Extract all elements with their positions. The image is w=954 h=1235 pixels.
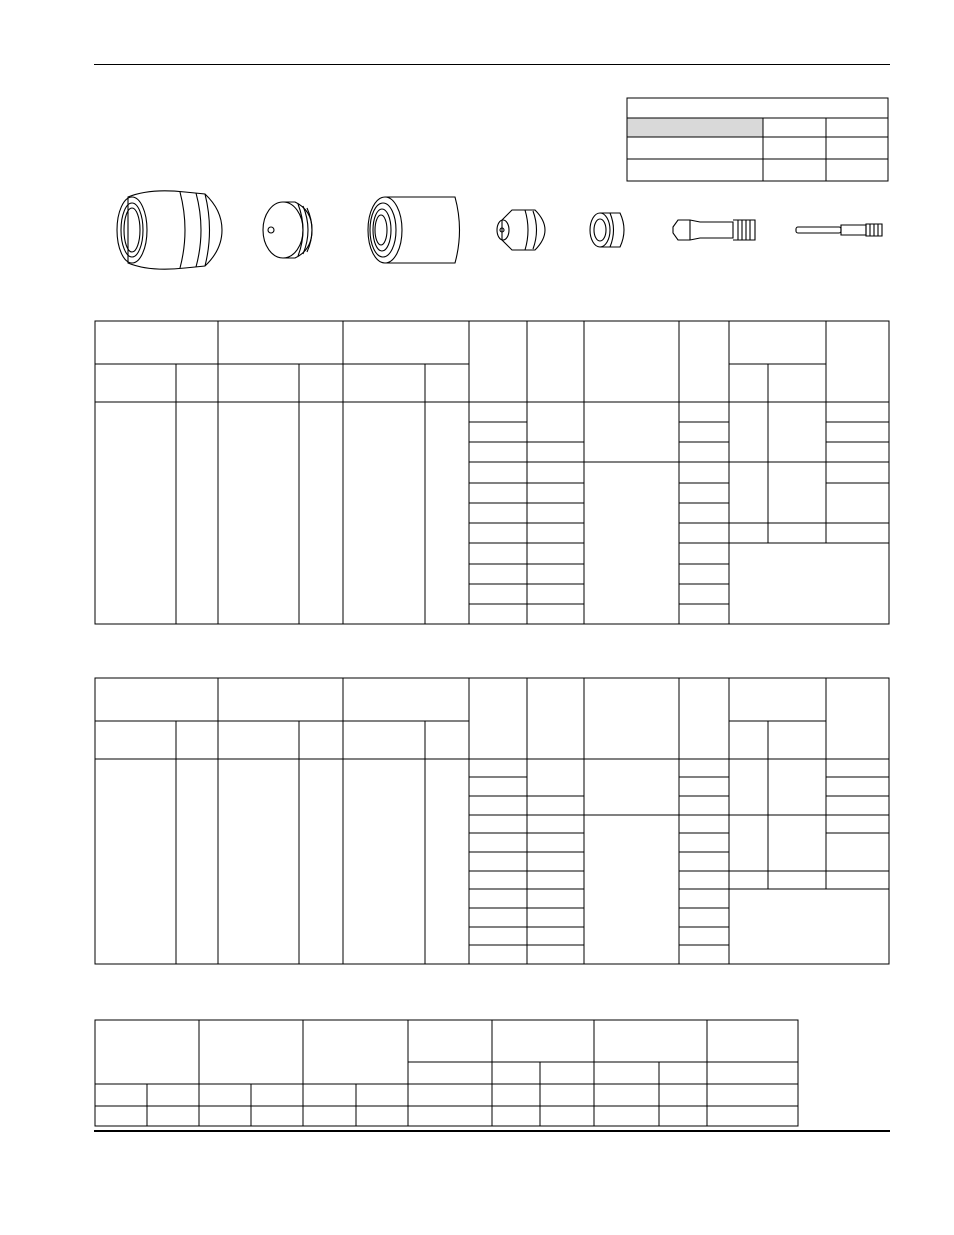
legend-header-fill xyxy=(627,118,763,137)
water-tube-part xyxy=(796,224,882,236)
electrode-part xyxy=(673,220,755,240)
nozzle-part xyxy=(497,210,545,250)
retaining-cap-part xyxy=(368,197,460,263)
parts-illustration xyxy=(0,180,954,280)
shield-cap-part xyxy=(263,202,312,258)
header-rule xyxy=(94,64,890,65)
legend-grid xyxy=(627,98,888,181)
swirl-ring-part xyxy=(590,213,624,247)
shield-part xyxy=(117,191,222,269)
footer-rule xyxy=(94,1130,890,1132)
